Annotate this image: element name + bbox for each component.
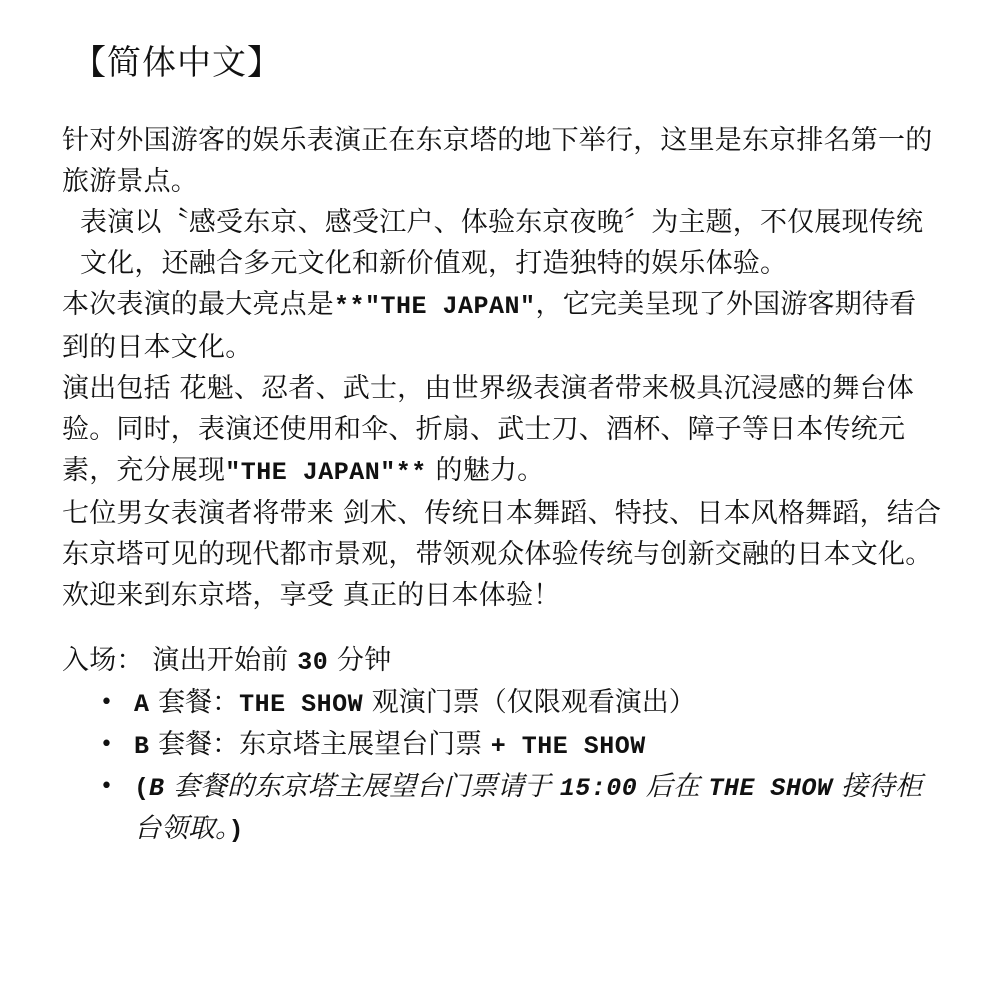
note-time: 15:00: [559, 774, 638, 803]
package-description: 观演门票（仅限观看演出）: [363, 687, 696, 718]
theme-paragraph: 表演以〝感受东京、感受江户、体验东京夜晚〞为主题，不仅展现传统文化，还融合多元文化和新价值观，打造独特的娱乐体验。: [80, 207, 924, 279]
note-close-paren: ): [228, 816, 244, 845]
language-heading: 【简体中文】: [72, 43, 282, 83]
note-text-3: 接待柜台领取。: [134, 771, 923, 844]
admission-unit: 分钟: [328, 645, 392, 676]
package-note: [100, 767, 942, 851]
package-show-name: THE SHOW: [239, 690, 364, 719]
highlight-text-after: ，它完美呈现了外国游客期待看到的日本文化。: [62, 289, 917, 363]
package-list: [62, 683, 942, 851]
package-letter: B: [134, 732, 150, 761]
note-open-paren: (: [134, 774, 150, 803]
note-show-name: THE SHOW: [708, 774, 833, 803]
performance-paragraph: [62, 368, 942, 493]
welcome-paragraph: 欢迎来到东京塔，享受 真正的日本体验！: [62, 580, 561, 611]
intro-paragraph: 针对外国游客的娱乐表演正在东京塔的地下举行，这里是东京排名第一的旅游景点。: [62, 125, 933, 197]
package-label: 套餐：: [149, 729, 240, 760]
performers-paragraph: 七位男女表演者将带来 剑术、传统日本舞蹈、特技、日本风格舞蹈，结合东京塔可见的现代都市景观，带领观众体验传统与创新交融的日本文化。: [62, 498, 942, 570]
admission-label: 入场：: [62, 645, 144, 676]
document: [62, 38, 942, 851]
admission-line: [62, 640, 942, 683]
admission-text: 演出开始前: [152, 645, 298, 676]
bullet-icon: •: [100, 732, 113, 757]
highlight-show-name: **"THE JAPAN": [334, 292, 536, 321]
performance-show-name: "THE JAPAN"**: [225, 458, 427, 487]
note-text-2: 后在: [637, 771, 709, 802]
highlight-paragraph: [62, 284, 942, 368]
highlight-text-before: 本次表演的最大亮点是: [62, 289, 334, 320]
package-label: 套餐：: [149, 687, 240, 718]
spacer: [62, 616, 942, 640]
performance-text-after: 的魅力。: [426, 455, 545, 486]
package-item-a: [100, 683, 942, 725]
note-letter: B: [149, 774, 165, 803]
package-item-b: [100, 725, 942, 767]
bullet-icon: •: [100, 774, 113, 799]
note-text-1: 套餐的东京塔主展望台门票请于: [164, 771, 560, 802]
bullet-icon: •: [100, 690, 113, 715]
package-description: 东京塔主展望台门票: [239, 729, 491, 760]
performance-text-before: 演出包括 花魁、忍者、武士，由世界级表演者带来极具沉浸感的舞台体验。同时，表演还使用和伞、折扇、武士刀、酒杯、障子等日本传统元素，充分展现: [62, 373, 914, 486]
package-letter: A: [134, 690, 150, 719]
admission-minutes: 30: [297, 648, 329, 677]
package-show-name: + THE SHOW: [490, 732, 646, 761]
